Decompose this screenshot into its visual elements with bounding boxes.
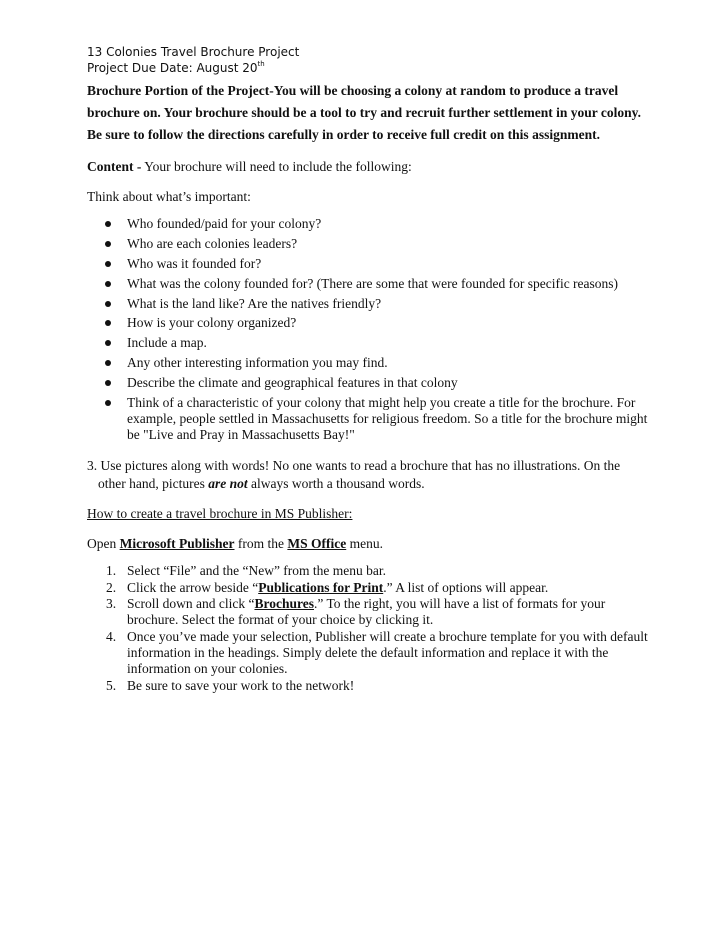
bullet-icon [105, 261, 111, 267]
step-item [87, 678, 649, 694]
step-text-end: .” To the right, you will have a list of formats for your brochure. Select the format of your choice by clicking it. [127, 596, 606, 628]
list-item [87, 315, 649, 331]
step-number: 3. [106, 596, 117, 612]
list-item [87, 236, 649, 252]
pictures-emphasis: are not [208, 476, 248, 492]
howto-heading: How to create a travel brochure in MS Publisher: [87, 506, 353, 522]
step-item [87, 596, 649, 628]
list-item [87, 256, 649, 272]
content-paragraph [87, 158, 649, 176]
step-text: Once you’ve made your selection, Publisher will create a brochure template for you with default information in the headings. Simply delete the default information and replace it with the information on your colonies. [127, 629, 648, 677]
due-date [87, 60, 299, 76]
list-item-text: Include a map. [127, 335, 207, 351]
list-item [87, 395, 649, 443]
step-item [87, 580, 649, 596]
step-text: Be sure to save your work to the network! [127, 677, 355, 693]
step-item [87, 629, 649, 677]
document-header [87, 44, 299, 76]
list-item [87, 296, 649, 312]
step-text: Click the arrow beside “ [127, 579, 259, 595]
list-item [87, 335, 649, 351]
pictures-text-2: always worth a thousand words. [247, 476, 425, 492]
bullet-icon [105, 400, 111, 406]
bullet-icon [105, 301, 111, 307]
list-item-text: Any other interesting information you may find. [127, 355, 388, 371]
step-text: Scroll down and click “ [127, 596, 255, 612]
pictures-paragraph [87, 457, 649, 493]
intro-paragraph: Brochure Portion of the Project-You will be choosing a colony at random to produce a travel brochure on. Your brochure should be a tool to try and recruit further settlement in your colony. Be sure to follow the directions carefully in order to receive full credit on this assignment. [87, 83, 642, 142]
document-body [87, 80, 649, 694]
list-item-text: Describe the climate and geographical features in that colony [127, 375, 458, 391]
bullet-icon [105, 380, 111, 386]
open-text-1: Open [87, 536, 120, 552]
ms-office-link: MS Office [287, 536, 347, 552]
step-number: 1. [106, 563, 117, 579]
think-paragraph: Think about what’s important: [87, 189, 251, 204]
list-item [87, 276, 649, 292]
step-text-end: .” A list of options will appear. [383, 579, 549, 595]
list-item [87, 216, 649, 232]
step-number: 2. [106, 579, 117, 595]
bullet-icon [105, 221, 111, 227]
content-text: Your brochure will need to include the following: [141, 159, 412, 174]
bullet-icon [105, 241, 111, 247]
list-item-text: How is your colony organized? [127, 315, 297, 331]
pictures-text-1: 3. Use pictures along with words! No one wants to read a brochure that has no illustrations. On the other hand, pictures [87, 458, 621, 492]
list-item-text: What is the land like? Are the natives friendly? [127, 295, 382, 311]
steps-list [87, 563, 649, 694]
due-date-suffix: th [257, 60, 265, 68]
bullet-icon [105, 360, 111, 366]
brochures-link: Brochures [254, 596, 314, 612]
list-item-text: Who are each colonies leaders? [127, 235, 298, 251]
open-text-2: from the [234, 536, 288, 552]
list-item [87, 355, 649, 371]
list-item-text: Think of a characteristic of your colony that might help you create a title for the brochure. For example, people settled in Massachusetts for religious freedom. So a title for the brochure might be "Live and Pray in Massachusetts Bay!" [127, 395, 648, 443]
bullet-icon [105, 281, 111, 287]
list-item-text: What was the colony founded for? (There are some that were founded for specific reasons) [127, 275, 619, 291]
publisher-link: Microsoft Publisher [119, 536, 235, 552]
open-text-3: menu. [346, 536, 383, 552]
list-item-text: Who was it founded for? [127, 255, 262, 271]
project-title: 13 Colonies Travel Brochure Project [87, 45, 300, 59]
open-paragraph [87, 535, 649, 553]
content-label: Content - [87, 159, 142, 174]
due-date-text: Project Due Date: August 20 [87, 61, 258, 75]
bullet-icon [105, 340, 111, 346]
list-item [87, 375, 649, 391]
publications-for-print-link: Publications for Print [258, 579, 384, 595]
step-number: 5. [106, 677, 117, 693]
step-number: 4. [106, 629, 117, 645]
step-text: Select “File” and the “New” from the menu bar. [127, 563, 387, 579]
step-item [87, 563, 649, 579]
list-item-text: Who founded/paid for your colony? [127, 216, 322, 231]
bullet-icon [105, 320, 111, 326]
requirements-list [87, 216, 649, 443]
